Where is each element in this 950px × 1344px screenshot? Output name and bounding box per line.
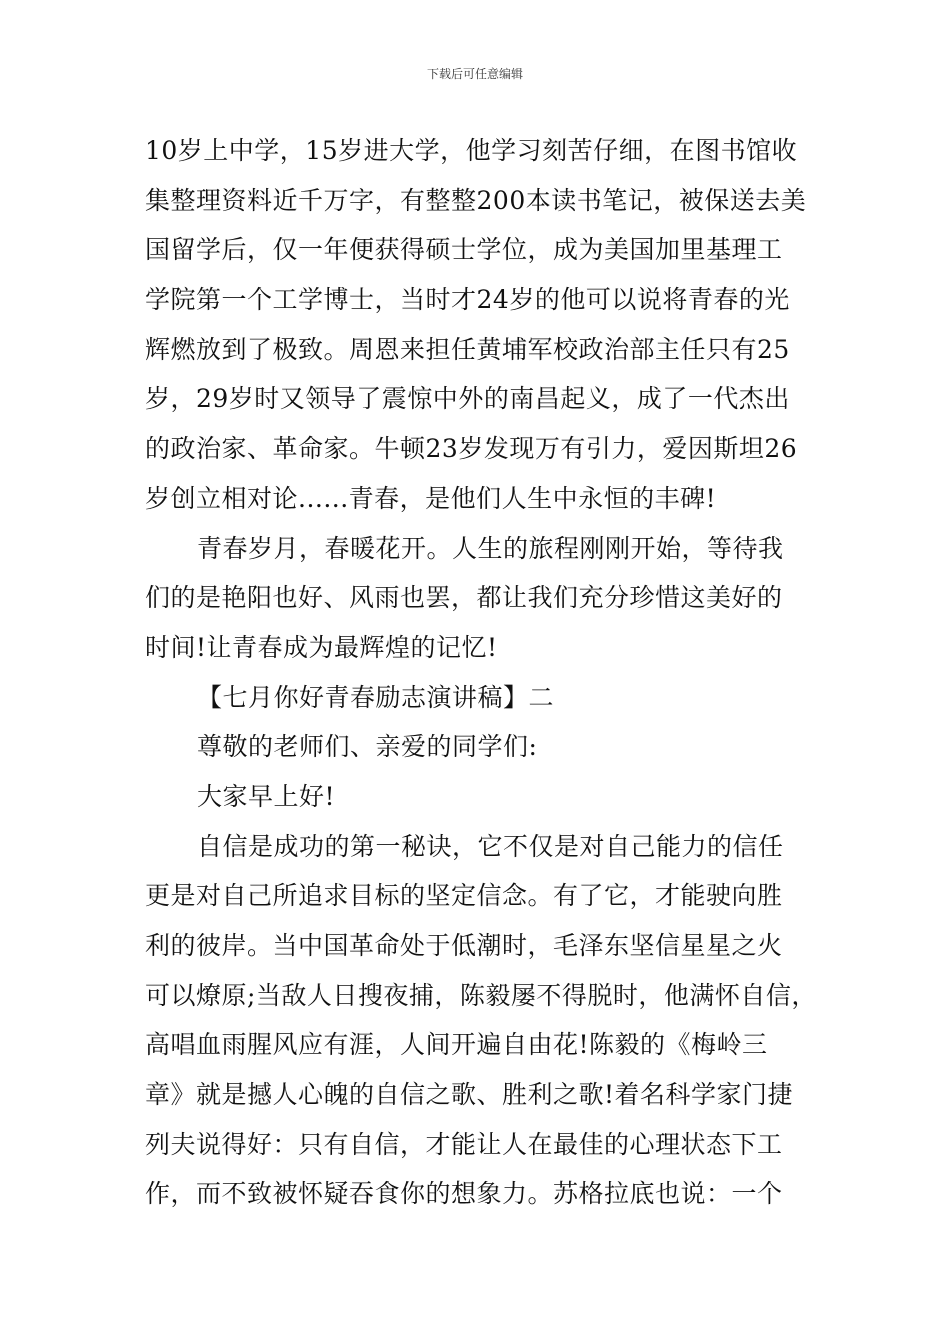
- text-line-18: 可以燎原;当敌人日搜夜捕，陈毅屡不得脱时，他满怀自信，: [145, 980, 817, 1010]
- document-body: [145, 126, 817, 1219]
- salutation: 尊敬的老师们、亲爱的同学们:: [197, 732, 538, 762]
- text-line-16: 更是对自己所追求目标的坚定信念。有了它，才能驶向胜: [145, 881, 783, 911]
- text-line-7: 的政治家、革命家。牛顿23岁发现万有引力，爱因斯坦26: [145, 434, 798, 464]
- text-line-21: 列夫说得好：只有自信，才能让人在最佳的心理状态下工: [145, 1129, 783, 1159]
- text-line-2: 集整理资料近千万字，有整整200本读书笔记，被保送去美: [145, 185, 807, 215]
- text-line-5: 辉燃放到了极致。周恩来担任黄埔军校政治部主任只有25: [145, 334, 790, 364]
- text-line-1: 10岁上中学，15岁进大学，他学习刻苦仔细，在图书馆收: [145, 136, 798, 165]
- text-line-8: 岁创立相对论......青春，是他们人生中永恒的丰碑!: [145, 483, 717, 513]
- text-line-3: 国留学后，仅一年便获得硕士学位，成为美国加里基理工: [145, 235, 783, 265]
- text-line-20: 章》就是撼人心魄的自信之歌、胜利之歌!着名科学家门捷: [145, 1080, 794, 1110]
- section-heading: 【七月你好青春励志演讲稿】二: [197, 682, 555, 712]
- text-line-6: 岁，29岁时又领导了震惊中外的南昌起义，成了一代杰出: [145, 384, 790, 414]
- text-line-17: 利的彼岸。当中国革命处于低潮时，毛泽东坚信星星之火: [145, 931, 783, 960]
- page-header: 下载后可任意编辑: [426, 67, 523, 81]
- greeting: 大家早上好!: [197, 781, 336, 811]
- text-line-11: 时间!让青春成为最辉煌的记忆!: [145, 632, 498, 662]
- text-line-4: 学院第一个工学博士，当时才24岁的他可以说将青春的光: [145, 285, 790, 315]
- text-line-10: 们的是艳阳也好、风雨也罢，都让我们充分珍惜这美好的: [145, 583, 783, 613]
- text-line-15: 自信是成功的第一秘诀，它不仅是对自己能力的信任: [197, 831, 784, 861]
- text-line-9: 青春岁月，春暖花开。人生的旅程刚刚开始，等待我: [197, 533, 784, 563]
- text-line-19: 高唱血雨腥风应有涯，人间开遍自由花!陈毅的《梅岭三: [145, 1030, 768, 1060]
- text-line-22: 作，而不致被怀疑吞食你的想象力。苏格拉底也说：一个: [145, 1179, 783, 1209]
